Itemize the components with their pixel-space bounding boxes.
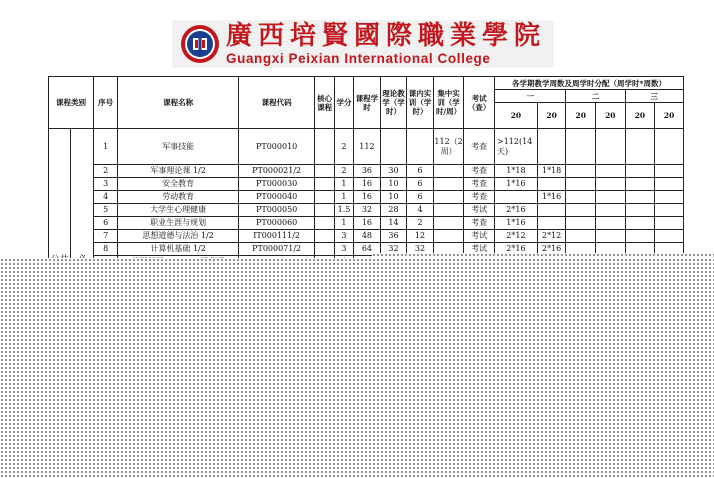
cell-semester-1: 2*16 xyxy=(494,243,537,256)
cell-concentrated xyxy=(433,230,464,243)
cell-credit: 1.5 xyxy=(334,204,353,217)
cell-seq: 7 xyxy=(93,230,117,243)
cell-semester-2 xyxy=(537,217,566,230)
cell-assessment: 考查 xyxy=(464,165,495,178)
header-semester-distribution: 各学期教学周数及周学时分配（周学时*周数） xyxy=(494,77,683,90)
table-row xyxy=(49,178,684,191)
cell-course-code: PT000021/2 xyxy=(238,165,315,178)
cell-course-code: IT000111/2 xyxy=(238,230,315,243)
cell-theory: 10 xyxy=(380,178,407,191)
cell-course-code: PT000040 xyxy=(238,191,315,204)
cell-semester-6 xyxy=(655,165,684,178)
cell-semester-1: 1*18 xyxy=(494,165,537,178)
cell-practice: 6 xyxy=(407,178,434,191)
cell-core xyxy=(315,217,334,230)
header-year-3: 三 xyxy=(625,90,683,103)
cell-hours: 64 xyxy=(354,243,381,256)
header-practice-hours: 课内实训（学时） xyxy=(407,77,434,129)
teaching-plan-table xyxy=(48,76,684,269)
header-course-code: 课程代码 xyxy=(238,77,315,129)
cell-course-name: 职业生涯与规划 xyxy=(118,217,238,230)
cell-course-name: 安全教育 xyxy=(118,178,238,191)
cell-semester-2: 1*18 xyxy=(537,165,566,178)
cell-course-name: 大学生心理健康 xyxy=(118,204,238,217)
table-row xyxy=(49,230,684,243)
cell-semester-5 xyxy=(625,217,655,230)
cell-credit: 3 xyxy=(334,230,353,243)
cell-course-code: PT000060 xyxy=(238,217,315,230)
cell-core xyxy=(315,129,334,165)
cell-semester-3 xyxy=(566,191,596,204)
cell-hours: 112 xyxy=(354,129,381,165)
cell-assessment: 考查 xyxy=(464,217,495,230)
cell-semester-6 xyxy=(655,129,684,165)
cell-concentrated xyxy=(433,217,464,230)
table-row xyxy=(49,191,684,204)
header-core-course: 核心课程 xyxy=(315,77,334,129)
cell-semester-3 xyxy=(566,165,596,178)
cell-semester-1: 2*12 xyxy=(494,230,537,243)
cell-practice: 6 xyxy=(407,165,434,178)
cell-semester-5 xyxy=(625,178,655,191)
cell-semester-2: 2*16 xyxy=(537,243,566,256)
cell-semester-5 xyxy=(625,230,655,243)
college-seal-logo xyxy=(180,24,220,64)
cell-course-name: 劳动教育 xyxy=(118,191,238,204)
table-row xyxy=(49,129,684,165)
cell-semester-3 xyxy=(566,204,596,217)
cell-semester-6 xyxy=(655,217,684,230)
header-course-name: 课程名称 xyxy=(118,77,238,129)
cell-concentrated xyxy=(433,204,464,217)
cell-assessment: 考查 xyxy=(464,191,495,204)
cell-practice xyxy=(407,129,434,165)
cell-core xyxy=(315,178,334,191)
cell-theory: 28 xyxy=(380,204,407,217)
cell-practice: 4 xyxy=(407,204,434,217)
college-name-chinese: 廣西培賢國際職業學院 xyxy=(226,21,547,51)
cell-semester-4 xyxy=(596,230,626,243)
cell-hours: 16 xyxy=(354,178,381,191)
cell-seq: 8 xyxy=(93,243,117,256)
cell-course-name: 思想道德与法治 1/2 xyxy=(118,230,238,243)
cell-seq: 4 xyxy=(93,191,117,204)
cell-hours: 48 xyxy=(354,230,381,243)
cell-credit: 2 xyxy=(334,129,353,165)
cell-credit: 2 xyxy=(334,165,353,178)
cell-theory: 30 xyxy=(380,165,407,178)
header-year-1: 一 xyxy=(494,90,565,103)
cell-assessment: 考试 xyxy=(464,230,495,243)
table-row xyxy=(49,204,684,217)
header-weeks-s4: 20 xyxy=(596,103,626,129)
category-required xyxy=(71,129,93,269)
cell-concentrated xyxy=(433,178,464,191)
cell-credit: 1 xyxy=(334,178,353,191)
category-public xyxy=(49,129,71,269)
cell-credit: 1 xyxy=(334,217,353,230)
cell-concentrated xyxy=(433,191,464,204)
college-name-english: Guangxi Peixian International College xyxy=(226,51,491,66)
cell-credit: 3 xyxy=(334,243,353,256)
header-weeks-s6: 20 xyxy=(655,103,684,129)
cell-semester-6 xyxy=(655,178,684,191)
cell-semester-1: 1*16 xyxy=(494,217,537,230)
cell-practice: 32 xyxy=(407,243,434,256)
cell-semester-4 xyxy=(596,129,626,165)
cell-theory xyxy=(380,129,407,165)
cell-assessment: 考试 xyxy=(464,204,495,217)
table-row xyxy=(49,165,684,178)
cell-hours: 32 xyxy=(354,204,381,217)
cell-concentrated xyxy=(433,165,464,178)
cell-semester-2 xyxy=(537,178,566,191)
cell-semester-3 xyxy=(566,230,596,243)
cell-hours: 36 xyxy=(354,165,381,178)
cell-course-name: 计算机基础 1/2 xyxy=(118,243,238,256)
cell-semester-1: >112(14天) xyxy=(494,129,537,165)
cell-semester-5 xyxy=(625,129,655,165)
header-weeks-s2: 20 xyxy=(537,103,566,129)
cell-core xyxy=(315,191,334,204)
cell-semester-5 xyxy=(625,165,655,178)
cell-assessment: 考查 xyxy=(464,178,495,191)
cell-practice: 6 xyxy=(407,191,434,204)
cell-hours: 16 xyxy=(354,191,381,204)
cell-semester-6 xyxy=(655,230,684,243)
cell-theory: 32 xyxy=(380,243,407,256)
cell-semester-5 xyxy=(625,191,655,204)
header-course-hours: 课程学时 xyxy=(354,77,381,129)
header-weeks-s1: 20 xyxy=(494,103,537,129)
cell-semester-4 xyxy=(596,217,626,230)
cell-semester-5 xyxy=(625,204,655,217)
cell-assessment: 考试 xyxy=(464,243,495,256)
cell-core xyxy=(315,243,334,256)
cell-assessment: 考查 xyxy=(464,129,495,165)
cell-practice: 12 xyxy=(407,230,434,243)
cell-course-name: 军事技能 xyxy=(118,129,238,165)
header-assessment: 考试（查） xyxy=(464,77,495,129)
cell-theory: 36 xyxy=(380,230,407,243)
cell-semester-3 xyxy=(566,217,596,230)
cell-course-code: PT000010 xyxy=(238,129,315,165)
cell-semester-2 xyxy=(537,204,566,217)
cell-semester-4 xyxy=(596,178,626,191)
header-concentrated-training: 集中实训（学时/周） xyxy=(433,77,464,129)
cell-semester-2 xyxy=(537,129,566,165)
cell-semester-4 xyxy=(596,165,626,178)
cell-hours: 16 xyxy=(354,217,381,230)
cell-semester-3 xyxy=(566,129,596,165)
cell-semester-1: 1*16 xyxy=(494,178,537,191)
cell-semester-1 xyxy=(494,191,537,204)
cell-semester-3 xyxy=(566,178,596,191)
cell-core xyxy=(315,230,334,243)
cell-seq: 6 xyxy=(93,217,117,230)
cell-semester-2: 1*16 xyxy=(537,191,566,204)
header-category: 课程类别 xyxy=(49,77,94,129)
cell-seq: 5 xyxy=(93,204,117,217)
header-weeks-s3: 20 xyxy=(566,103,596,129)
cell-core xyxy=(315,165,334,178)
redaction-mask xyxy=(0,258,714,478)
cell-course-code: PT000071/2 xyxy=(238,243,315,256)
cell-semester-1: 2*16 xyxy=(494,204,537,217)
header-seq: 序号 xyxy=(93,77,117,129)
header-weeks-s5: 20 xyxy=(625,103,655,129)
cell-core xyxy=(315,204,334,217)
cell-theory: 10 xyxy=(380,191,407,204)
cell-seq: 2 xyxy=(93,165,117,178)
cell-concentrated: 112（2周） xyxy=(433,129,464,165)
cell-semester-4 xyxy=(596,204,626,217)
table-row xyxy=(49,217,684,230)
cell-semester-2: 2*12 xyxy=(537,230,566,243)
cell-seq: 1 xyxy=(93,129,117,165)
cell-seq: 3 xyxy=(93,178,117,191)
header-theory-hours: 理论教学（学时） xyxy=(380,77,407,129)
cell-course-code: PT000030 xyxy=(238,178,315,191)
cell-semester-4 xyxy=(596,191,626,204)
cell-semester-6 xyxy=(655,204,684,217)
header-year-2: 二 xyxy=(566,90,625,103)
cell-practice: 2 xyxy=(407,217,434,230)
cell-theory: 14 xyxy=(380,217,407,230)
cell-course-name: 军事理论课 1/2 xyxy=(118,165,238,178)
cell-course-code: PT000050 xyxy=(238,204,315,217)
cell-credit: 1 xyxy=(334,191,353,204)
cell-semester-6 xyxy=(655,191,684,204)
header-credit: 学分 xyxy=(334,77,353,129)
